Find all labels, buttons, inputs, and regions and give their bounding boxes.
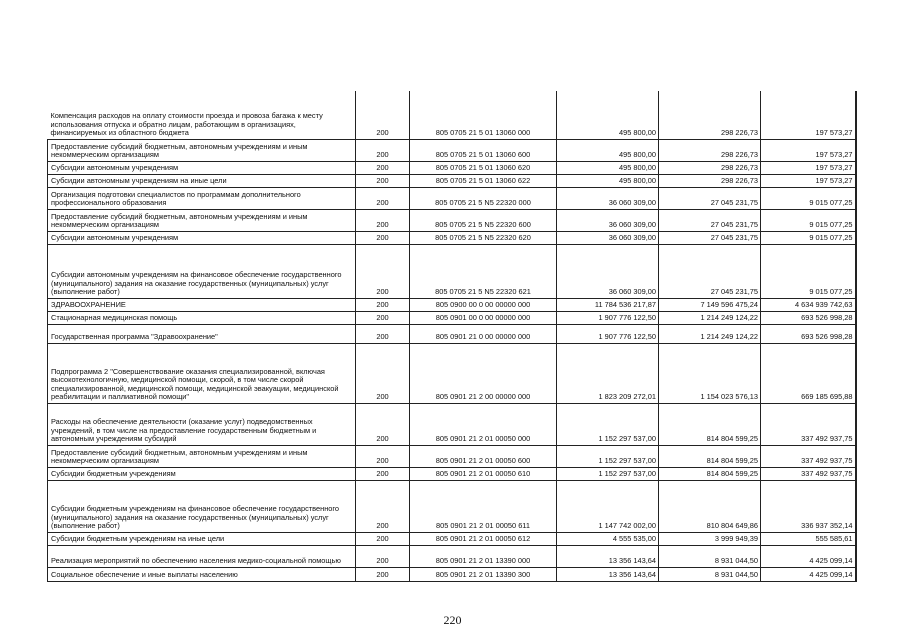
table-row: [48, 187, 856, 209]
row-rest-cell: 693 526 998,28: [761, 324, 856, 343]
row-code-cell: 200: [356, 467, 410, 480]
row-code-cell: 200: [356, 567, 410, 581]
row-kbk-cell: 805 0705 21 5 N5 22320 600: [410, 209, 557, 231]
row-fact-cell: 27 045 231,75: [659, 187, 761, 209]
page-number: 220: [443, 613, 462, 627]
row-plan-cell: 495 800,00: [557, 91, 659, 139]
row-plan-cell: 1 823 209 272,01: [557, 343, 659, 403]
row-rest-cell: 197 573,27: [761, 161, 856, 174]
table-row: [48, 209, 856, 231]
row-fact-cell: 1 154 023 576,13: [659, 343, 761, 403]
row-fact-cell: 27 045 231,75: [659, 231, 761, 244]
row-name-cell: Стационарная медицинская помощь: [48, 311, 356, 324]
row-rest-cell: 197 573,27: [761, 91, 856, 139]
row-fact-cell: 814 804 599,25: [659, 403, 761, 445]
row-fact-cell: 8 931 044,50: [659, 567, 761, 581]
row-name-cell: Субсидии автономным учреждениям на иные цели: [48, 174, 356, 187]
table-row: [48, 480, 856, 532]
row-name-cell: Государственная программа "Здравоохранение": [48, 324, 356, 343]
row-plan-cell: 1 907 776 122,50: [557, 324, 659, 343]
row-plan-cell: 1 152 297 537,00: [557, 467, 659, 480]
row-plan-cell: 1 152 297 537,00: [557, 445, 659, 467]
row-kbk-cell: 805 0901 21 2 01 00050 000: [410, 403, 557, 445]
row-rest-cell: 197 573,27: [761, 174, 856, 187]
row-kbk-cell: 805 0705 21 5 01 13060 622: [410, 174, 557, 187]
row-code-cell: 200: [356, 324, 410, 343]
row-rest-cell: 555 585,61: [761, 532, 856, 545]
table-row: [48, 403, 856, 445]
row-rest-cell: 693 526 998,28: [761, 311, 856, 324]
table-row: [48, 532, 856, 545]
row-fact-cell: 298 226,73: [659, 174, 761, 187]
table-row: [48, 311, 856, 324]
table-body: [48, 91, 856, 581]
row-kbk-cell: 805 0901 00 0 00 00000 000: [410, 311, 557, 324]
row-kbk-cell: 805 0901 21 2 00 00000 000: [410, 343, 557, 403]
row-kbk-cell: 805 0901 21 2 01 00050 611: [410, 480, 557, 532]
row-code-cell: 200: [356, 480, 410, 532]
row-kbk-cell: 805 0901 21 2 01 13390 000: [410, 545, 557, 567]
table-row: [48, 343, 856, 403]
row-code-cell: 200: [356, 187, 410, 209]
row-rest-cell: 9 015 077,25: [761, 231, 856, 244]
budget-execution-table: [47, 91, 857, 582]
row-name-cell: Субсидии автономным учреждениям: [48, 161, 356, 174]
row-kbk-cell: 805 0901 21 2 01 00050 610: [410, 467, 557, 480]
table-row: [48, 467, 856, 480]
row-code-cell: 200: [356, 532, 410, 545]
row-code-cell: 200: [356, 311, 410, 324]
row-name-cell: Предоставление субсидий бюджетным, автономным учреждениям и иным некоммерческим организациям: [48, 209, 356, 231]
row-rest-cell: 4 634 939 742,63: [761, 298, 856, 311]
table-row: [48, 244, 856, 298]
row-plan-cell: 36 060 309,00: [557, 244, 659, 298]
table-row: [48, 545, 856, 567]
row-plan-cell: 495 800,00: [557, 161, 659, 174]
row-name-cell: Компенсация расходов на оплату стоимости проезда и провоза багажа к месту использования отпуска и обратно лицам, работающим в организациях, финансируемых из областного бюджета: [48, 91, 356, 139]
row-plan-cell: 495 800,00: [557, 174, 659, 187]
row-kbk-cell: 805 0901 21 2 01 00050 612: [410, 532, 557, 545]
table-row: [48, 298, 856, 311]
row-kbk-cell: 805 0705 21 5 N5 22320 621: [410, 244, 557, 298]
table-row: [48, 445, 856, 467]
row-name-cell: Расходы на обеспечение деятельности (оказание услуг) подведомственных учреждений, в том числе на предоставление государственным бюджетным и автономным учреждениям субсидий: [48, 403, 356, 445]
row-plan-cell: 13 356 143,64: [557, 545, 659, 567]
row-rest-cell: 337 492 937,75: [761, 403, 856, 445]
row-fact-cell: 298 226,73: [659, 91, 761, 139]
row-name-cell: Субсидии бюджетным учреждениям: [48, 467, 356, 480]
row-kbk-cell: 805 0705 21 5 N5 22320 000: [410, 187, 557, 209]
row-plan-cell: 4 555 535,00: [557, 532, 659, 545]
row-rest-cell: 4 425 099,14: [761, 567, 856, 581]
row-code-cell: 200: [356, 445, 410, 467]
row-fact-cell: 1 214 249 124,22: [659, 311, 761, 324]
row-fact-cell: 810 804 649,86: [659, 480, 761, 532]
row-name-cell: Организация подготовки специалистов по программам дополнительного профессионального образования: [48, 187, 356, 209]
row-rest-cell: 669 185 695,88: [761, 343, 856, 403]
row-name-cell: Субсидии бюджетным учреждениям на иные цели: [48, 532, 356, 545]
row-kbk-cell: 805 0705 21 5 01 13060 620: [410, 161, 557, 174]
row-plan-cell: 1 152 297 537,00: [557, 403, 659, 445]
table-row: [48, 567, 856, 581]
row-plan-cell: 1 907 776 122,50: [557, 311, 659, 324]
row-plan-cell: 1 147 742 002,00: [557, 480, 659, 532]
row-name-cell: Подпрограмма 2 "Совершенствование оказания специализированной, включая высокотехнологичную, медицинской помощи, скорой, в том числе скорой специализированной, медицинской помощи, медицинской эвакуации, медицинской реабилитации и паллиативной помощи": [48, 343, 356, 403]
row-code-cell: 200: [356, 91, 410, 139]
row-rest-cell: 9 015 077,25: [761, 244, 856, 298]
row-name-cell: Субсидии автономным учреждениям: [48, 231, 356, 244]
row-rest-cell: 4 425 099,14: [761, 545, 856, 567]
row-fact-cell: 298 226,73: [659, 161, 761, 174]
row-fact-cell: 7 149 596 475,24: [659, 298, 761, 311]
row-code-cell: 200: [356, 545, 410, 567]
row-code-cell: 200: [356, 403, 410, 445]
row-rest-cell: 337 492 937,75: [761, 467, 856, 480]
row-code-cell: 200: [356, 161, 410, 174]
row-code-cell: 200: [356, 174, 410, 187]
row-name-cell: Субсидии автономным учреждениям на финансовое обеспечение государственного (муниципального) задания на оказание государственных (муниципальных) услуг (выполнение работ): [48, 244, 356, 298]
row-plan-cell: 11 784 536 217,87: [557, 298, 659, 311]
row-plan-cell: 36 060 309,00: [557, 187, 659, 209]
row-rest-cell: 197 573,27: [761, 139, 856, 161]
row-kbk-cell: 805 0901 21 0 00 00000 000: [410, 324, 557, 343]
row-name-cell: Реализация мероприятий по обеспечению населения медико-социальной помощью: [48, 545, 356, 567]
row-rest-cell: 9 015 077,25: [761, 187, 856, 209]
row-code-cell: 200: [356, 139, 410, 161]
row-code-cell: 200: [356, 343, 410, 403]
row-name-cell: Социальное обеспечение и иные выплаты населению: [48, 567, 356, 581]
row-code-cell: 200: [356, 298, 410, 311]
row-name-cell: Предоставление субсидий бюджетным, автономным учреждениям и иным некоммерческим организациям: [48, 139, 356, 161]
table-row: [48, 91, 856, 139]
row-name-cell: ЗДРАВООХРАНЕНИЕ: [48, 298, 356, 311]
row-plan-cell: 36 060 309,00: [557, 209, 659, 231]
row-code-cell: 200: [356, 231, 410, 244]
row-rest-cell: 336 937 352,14: [761, 480, 856, 532]
row-kbk-cell: 805 0901 21 2 01 13390 300: [410, 567, 557, 581]
row-plan-cell: 13 356 143,64: [557, 567, 659, 581]
row-kbk-cell: 805 0900 00 0 00 00000 000: [410, 298, 557, 311]
row-fact-cell: 27 045 231,75: [659, 244, 761, 298]
row-plan-cell: 36 060 309,00: [557, 231, 659, 244]
row-code-cell: 200: [356, 244, 410, 298]
row-plan-cell: 495 800,00: [557, 139, 659, 161]
row-code-cell: 200: [356, 209, 410, 231]
row-kbk-cell: 805 0901 21 2 01 00050 600: [410, 445, 557, 467]
row-rest-cell: 337 492 937,75: [761, 445, 856, 467]
row-name-cell: Предоставление субсидий бюджетным, автономным учреждениям и иным некоммерческим организациям: [48, 445, 356, 467]
row-name-cell: Субсидии бюджетным учреждениям на финансовое обеспечение государственного (муниципального) задания на оказание государственных (муниципальных) услуг (выполнение работ): [48, 480, 356, 532]
row-kbk-cell: 805 0705 21 5 01 13060 000: [410, 91, 557, 139]
row-fact-cell: 814 804 599,25: [659, 467, 761, 480]
row-rest-cell: 9 015 077,25: [761, 209, 856, 231]
row-fact-cell: 814 804 599,25: [659, 445, 761, 467]
table-row: [48, 174, 856, 187]
row-fact-cell: 3 999 949,39: [659, 532, 761, 545]
table-row: [48, 231, 856, 244]
row-fact-cell: 298 226,73: [659, 139, 761, 161]
row-fact-cell: 1 214 249 124,22: [659, 324, 761, 343]
row-fact-cell: 8 931 044,50: [659, 545, 761, 567]
budget-table-sheet: [47, 91, 855, 582]
table-row: [48, 139, 856, 161]
row-fact-cell: 27 045 231,75: [659, 209, 761, 231]
row-kbk-cell: 805 0705 21 5 N5 22320 620: [410, 231, 557, 244]
table-row: [48, 324, 856, 343]
row-kbk-cell: 805 0705 21 5 01 13060 600: [410, 139, 557, 161]
table-row: [48, 161, 856, 174]
